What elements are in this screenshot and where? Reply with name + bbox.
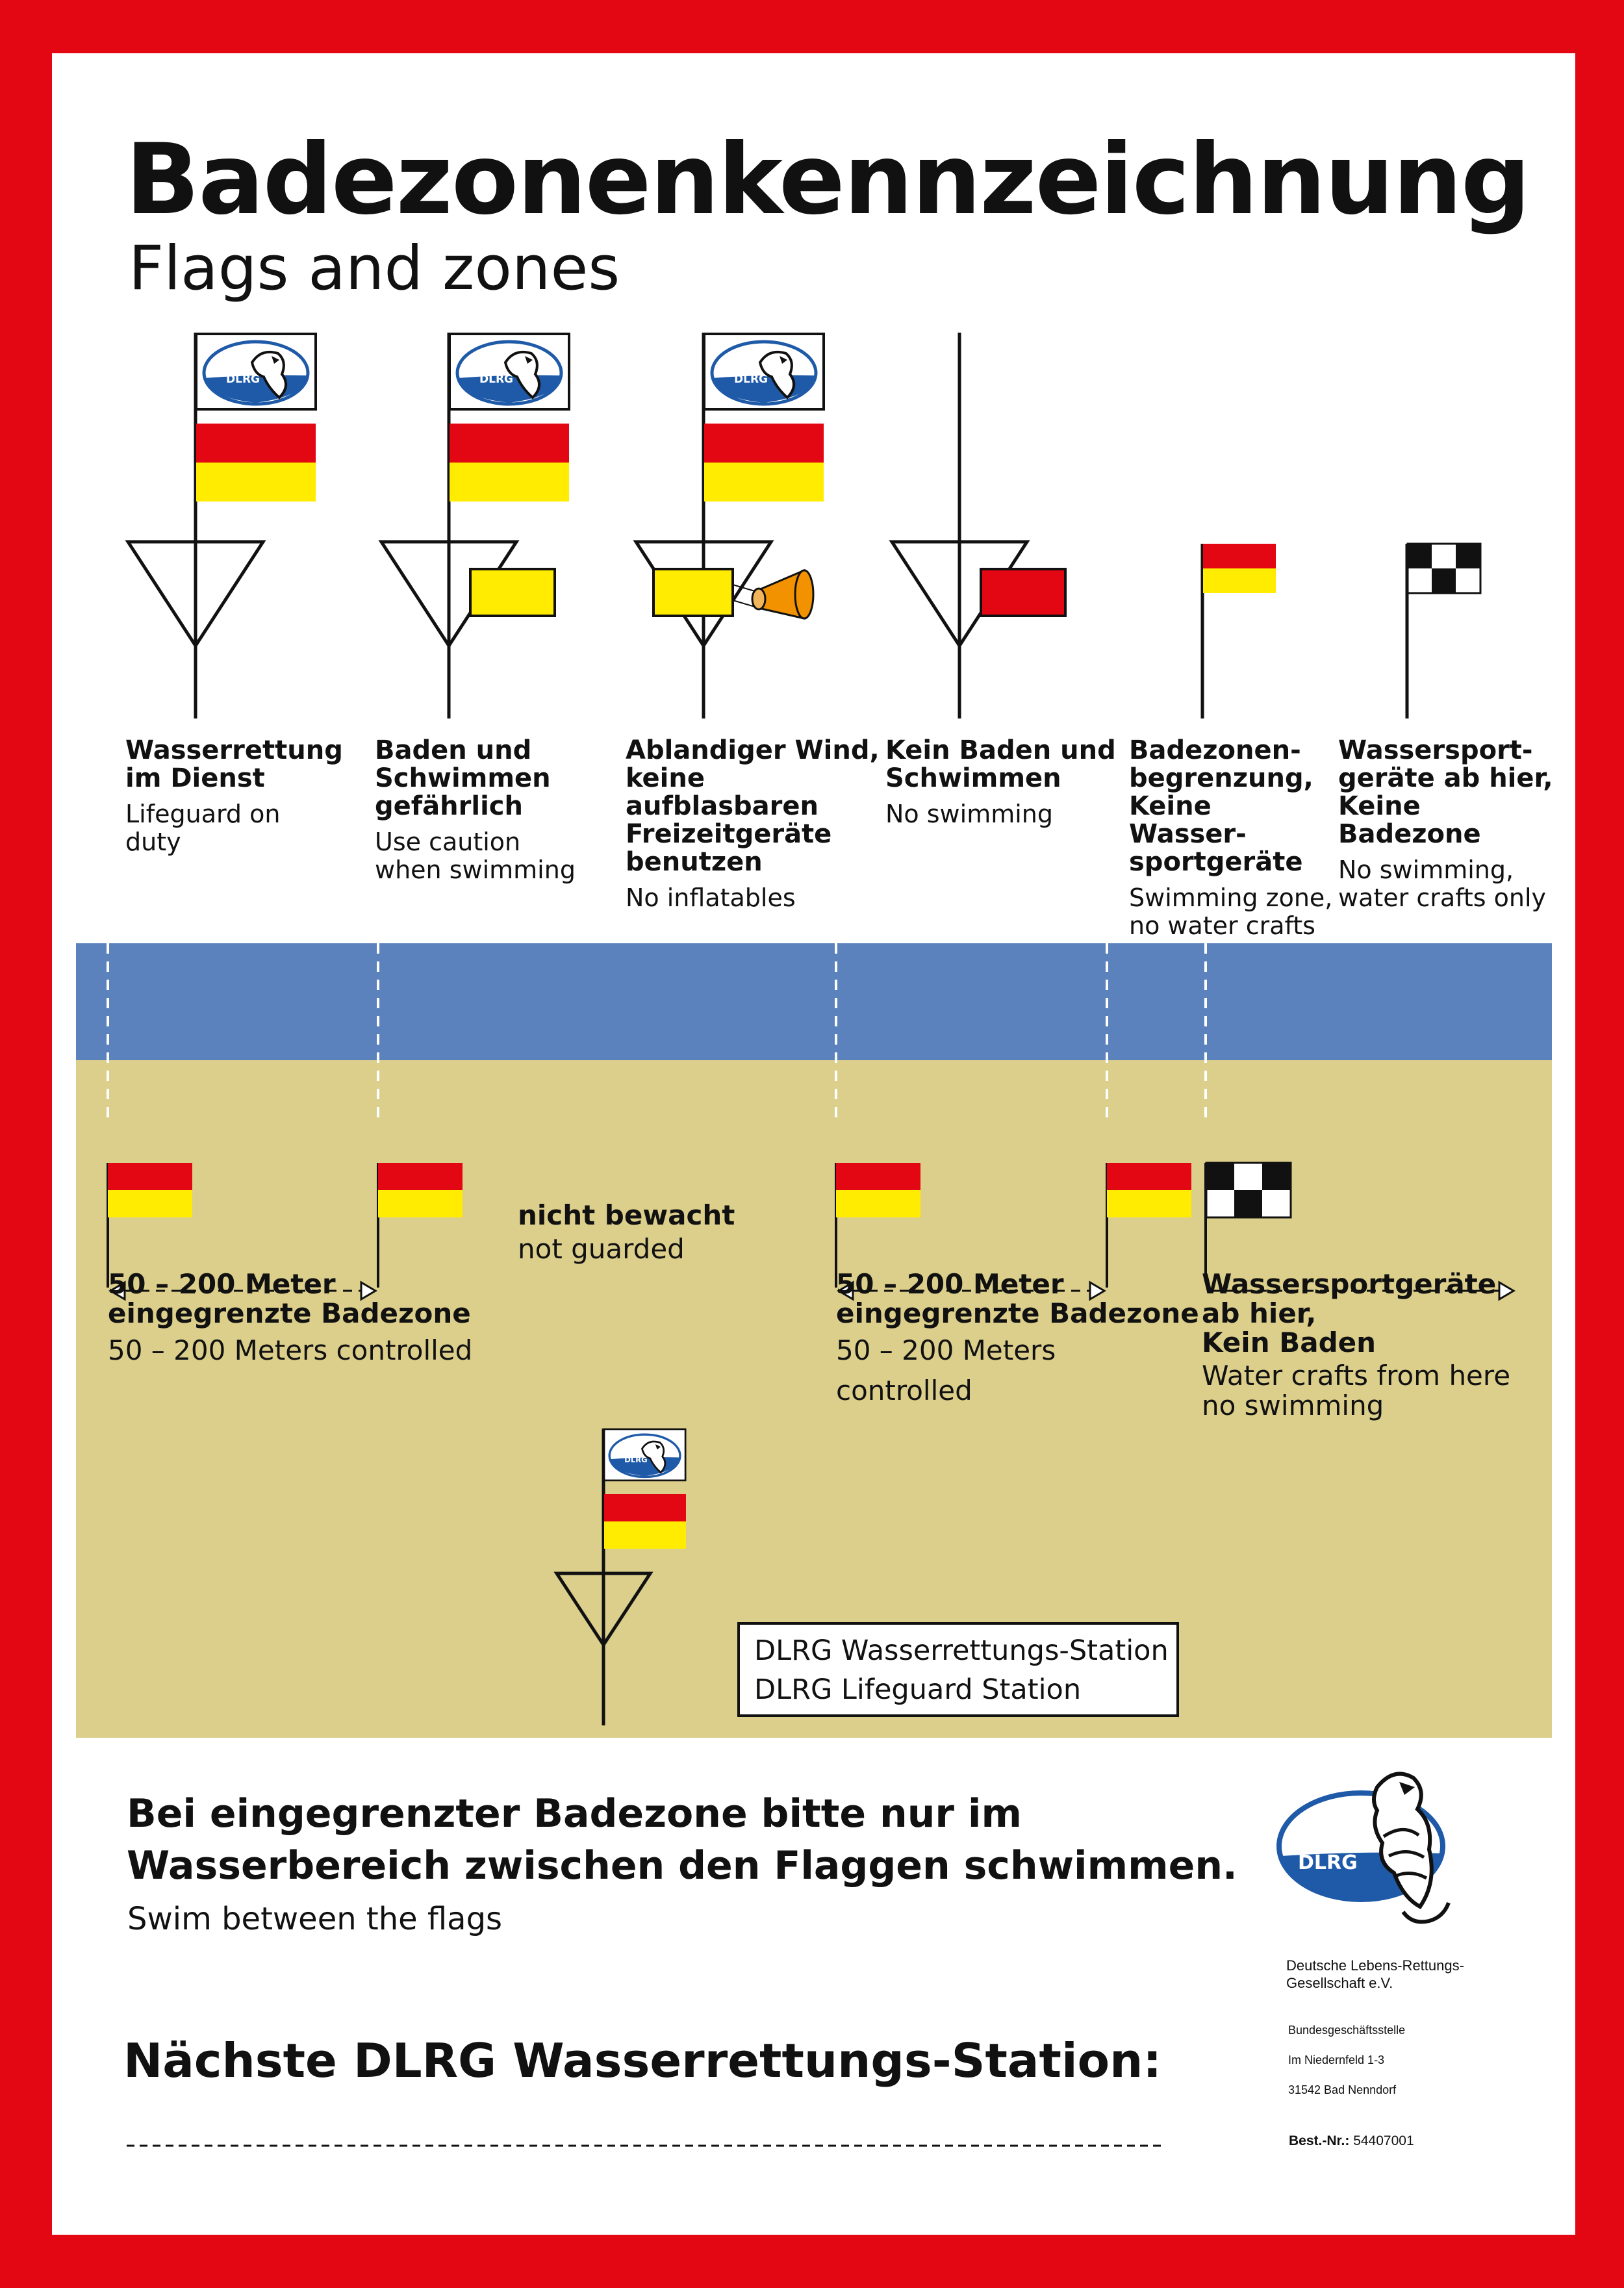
nearest-station-label: Nächste DLRG Wasserrettungs-Station: (123, 2033, 1162, 2088)
flag-caption-2 (375, 737, 596, 884)
windsock-icon (733, 570, 813, 618)
address-line-1: Bundesgeschäftsstelle (1288, 2024, 1406, 2037)
zone-desc: 50 – 200 Meters controlled (108, 1334, 473, 1366)
zone-middle-label (518, 1201, 735, 1267)
address-line-3: 31542 Bad Nenndorf (1288, 2083, 1397, 2096)
zone-desc: not guarded (518, 1233, 685, 1265)
dlrg-logo (1273, 1759, 1468, 1966)
zone-title: 50 – 200 Meter eingegrenzte Badezone (108, 1268, 471, 1329)
flag-caption-3 (626, 737, 885, 912)
page-subtitle: Flags and zones (129, 233, 620, 304)
organisation-name: Deutsche Lebens-Rettungs- Gesellschaft e.V. (1286, 1957, 1464, 1991)
flag-caption-title: Wasserrettung im Dienst (125, 735, 343, 793)
zone-title: 50 – 200 Meter eingegrenzte Badezone (836, 1268, 1199, 1329)
lifeguard-station-box (737, 1622, 1179, 1717)
flag-swimming-zone-icon (1202, 544, 1276, 718)
station-title: DLRG Wasserrettungs-Station (754, 1634, 1169, 1667)
footer-instruction-line2: Wasserbereich zwischen den Flaggen schwimmen. (127, 1843, 1237, 1888)
flag-caption-desc: Use caution when swimming (375, 828, 576, 884)
flag-caption-1 (125, 735, 343, 856)
order-number-label: Best.-Nr.: (1289, 2133, 1350, 2148)
zone-watercraft-label (1202, 1269, 1510, 1421)
flag-caption-desc: No swimming (885, 800, 1053, 828)
flag-water-crafts-icon (1407, 544, 1480, 718)
zone-right-label (836, 1269, 1199, 1411)
flag-caption-desc: No inflatables (626, 883, 796, 912)
flag-no-swimming-icon (892, 333, 1065, 718)
flag-caption-title: Kein Baden und Schwimmen (885, 735, 1116, 793)
flag-no-inflatables-icon (636, 333, 824, 718)
zone-desc: 50 – 200 Meters controlled (836, 1334, 1056, 1406)
order-number-value: 54407001 (1353, 2133, 1414, 2148)
flag-use-caution-icon (381, 333, 569, 718)
page-title: Badezonenkennzeichnung (125, 123, 1530, 236)
zone-left-label (108, 1269, 472, 1371)
water-area (76, 943, 1552, 1060)
flag-caption-title: Wassersport- geräte ab hier, Keine Badezone (1338, 735, 1553, 849)
flag-signals-row: DLRG (52, 53, 1575, 735)
flag-caption-title: Ablandiger Wind, keine aufblasbaren Freizeitgeräte benutzen (626, 735, 880, 877)
flag-caption-desc: No swimming, water crafts only (1338, 856, 1547, 912)
logo-text: DLRG (1298, 1851, 1358, 1874)
zone-title: Wassersportgeräte ab hier, Kein Baden (1202, 1268, 1497, 1358)
flag-caption-desc: Lifeguard on duty (125, 800, 281, 856)
flag-caption-title: Badezonen- begrenzung, Keine Wasser- sportgeräte (1129, 735, 1313, 877)
footer-swim-between-flags: Swim between the flags (127, 1901, 503, 1937)
poster-sheet (52, 53, 1575, 2235)
flag-caption-title: Baden und Schwimmen gefährlich (375, 735, 551, 821)
order-number (1289, 2133, 1414, 2149)
zone-desc: Water crafts from here no swimming (1202, 1360, 1511, 1421)
footer-instruction-line1: Bei eingegrenzter Badezone bitte nur im (127, 1791, 1022, 1837)
write-in-line (127, 2144, 1166, 2148)
address-line-2: Im Niedernfeld 1-3 (1288, 2053, 1385, 2066)
station-subtitle: DLRG Lifeguard Station (754, 1673, 1082, 1706)
flag-caption-6 (1338, 737, 1559, 912)
flag-caption-5 (1129, 737, 1337, 940)
flag-caption-desc: Swimming zone, no water crafts (1129, 883, 1333, 940)
zone-title: nicht bewacht (518, 1199, 735, 1231)
flag-caption-4 (885, 737, 1119, 828)
flag-lifeguard-on-duty-icon (128, 333, 316, 718)
